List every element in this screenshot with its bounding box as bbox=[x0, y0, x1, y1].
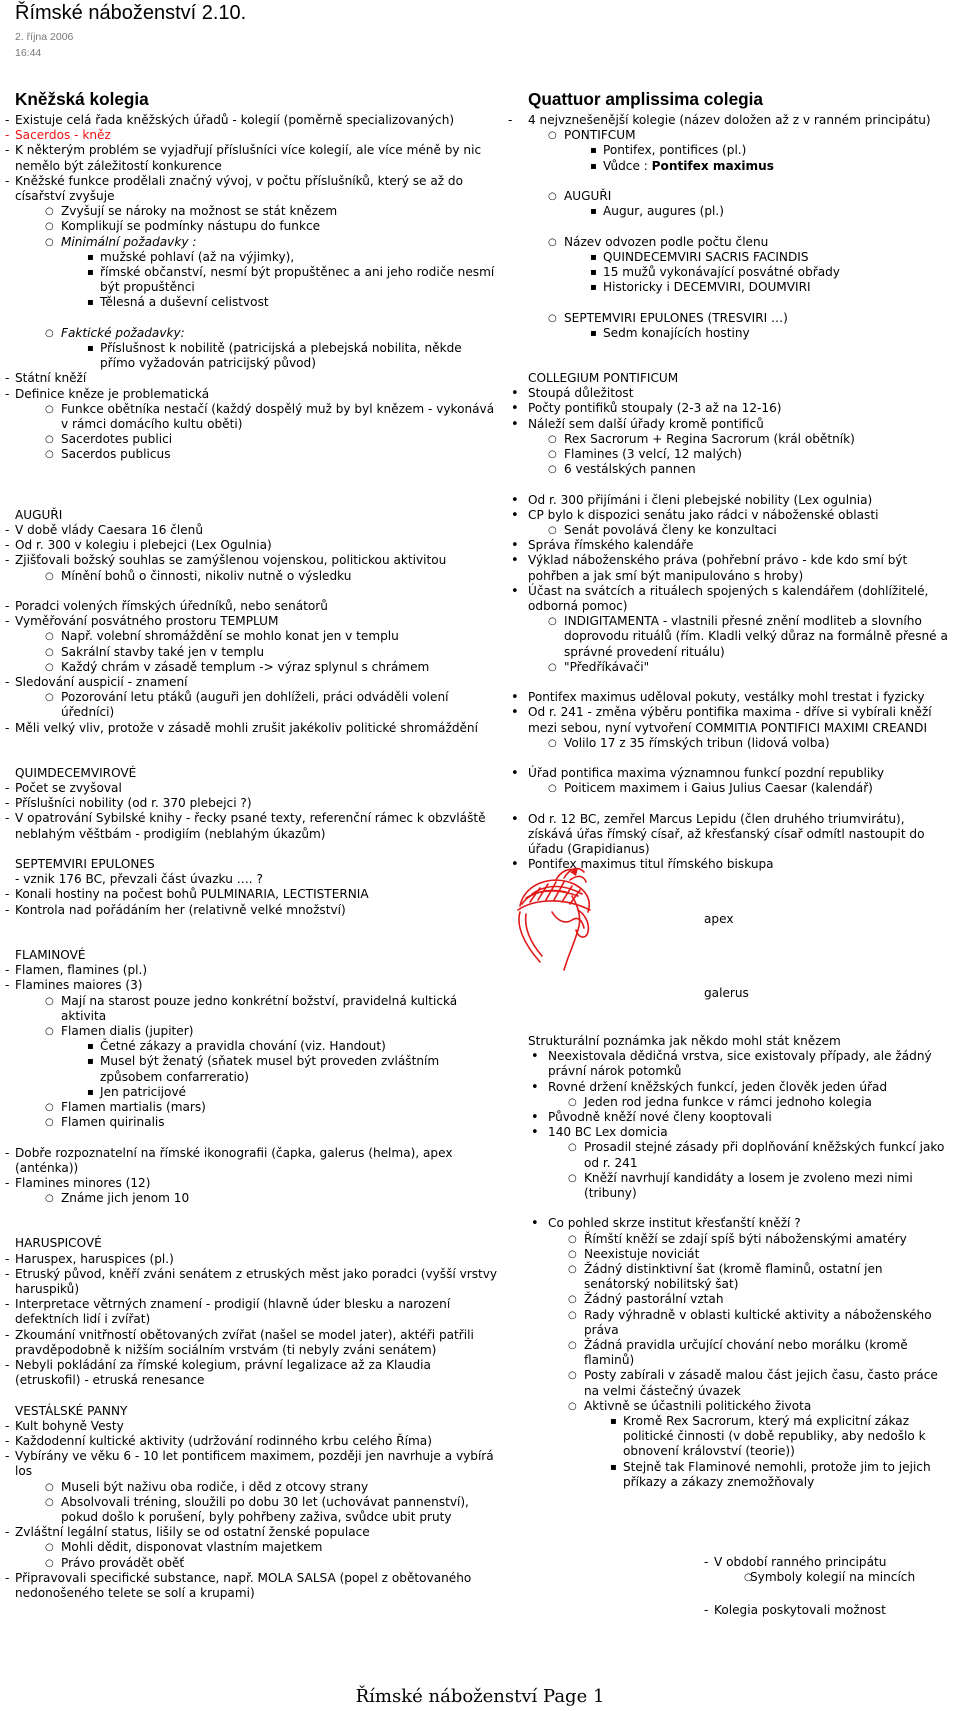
section-heading-collegium: COLLEGIUM PONTIFICUM bbox=[528, 371, 679, 385]
section-heading-auguri: AUGUŘI bbox=[15, 507, 63, 522]
list-item: - Sledování auspicií - znamení bbox=[5, 675, 500, 690]
list-item: ▪ Četné zákazy a pravidla chování (viz. Handout) bbox=[5, 1039, 500, 1054]
list-item: ○ Sakrální stavby také jen v templu bbox=[5, 645, 500, 660]
list-item: - V době vlády Caesara 16 členů bbox=[5, 523, 500, 538]
list-item: - Haruspex, haruspices (pl.) bbox=[5, 1252, 500, 1267]
page-title: Římské náboženství 2.10. bbox=[15, 2, 247, 24]
sublist bbox=[528, 1140, 948, 1201]
list-item: ○ Rex Sacrorum + Regina Sacrorum (král obětník) bbox=[508, 432, 948, 447]
sublist bbox=[528, 1232, 948, 1414]
list-item: ○ Absolvovali tréning, sloužili po dobu 30 let (uchovávat pannenství), pokud došlo k porušení, byly pohřbeny zaživa, svůdce ubit pruty bbox=[5, 1495, 500, 1525]
list bbox=[5, 675, 500, 690]
list-item: - V opatrování Sybilské knihy - řecky psané texty, referenční rámec k obzvláště neblahým věštbám - prodigiím (neblahým úkazům) bbox=[5, 811, 500, 841]
list-item: • Od r. 241 - změna výběru pontifika maxima - dříve si vybírali kněží mezi sebou, nyní vytvoření COMMITIA PONTIFICI MAXIMI CREANDI bbox=[508, 705, 948, 735]
list-item: - Existuje celá řada kněžských úřadů - kolegií (poměrně specializovaných) bbox=[5, 113, 500, 128]
list bbox=[508, 386, 948, 432]
list bbox=[5, 599, 500, 629]
subsublist bbox=[5, 341, 500, 371]
list-item: ○ Žádná pravidla určující chování nebo morálku (kromě flaminů) bbox=[528, 1338, 948, 1368]
list-item: ▪ QUINDECEMVIRI SACRIS FACINDIS bbox=[508, 250, 948, 265]
list-item-sacerdos: - Sacerdos - kněz bbox=[5, 128, 500, 143]
list-item: • Počty pontifiků stoupaly (2-3 až na 12-16) bbox=[508, 401, 948, 416]
subsublist bbox=[508, 250, 948, 296]
list bbox=[5, 1419, 500, 1480]
list-item: ▪ Pontifex, pontifices (pl.) bbox=[508, 143, 948, 158]
sublist bbox=[5, 326, 500, 341]
page-date bbox=[15, 29, 73, 61]
list-item: ○ Název odvozen podle počtu členu bbox=[508, 235, 948, 250]
list-item: ○ PONTIFCUM bbox=[508, 128, 948, 143]
list-item: ○ INDIGITAMENTA - vlastnili přesné znění modliteb a slovního doprovodu rituálů (řím. Kladli velký důraz na formálně přesné a správné provedení rituálu) bbox=[508, 614, 948, 660]
sublist bbox=[508, 235, 948, 250]
page-footer: Římské náboženství Page 1 bbox=[355, 1686, 605, 1707]
list-item: • CP bylo k dispozici senátu jako rádci v náboženské oblasti bbox=[508, 508, 948, 523]
sublist bbox=[508, 781, 948, 796]
list-item: ○ Mají na starost pouze jedno konkrétní božství, pravidelná kultická aktivita bbox=[5, 994, 500, 1024]
list-item: - Kult bohyně Vesty bbox=[5, 1419, 500, 1434]
list-item: ▪ římské občanství, nesmí být propuštěnec a ani jeho rodiče nesmí být propuštěnci bbox=[5, 265, 500, 295]
list-item: ○ "Předříkávači" bbox=[508, 660, 948, 675]
list-item: ○ Flamen quirinalis bbox=[5, 1115, 500, 1130]
list-item: - V období ranného principátu bbox=[704, 1555, 954, 1570]
time-text: 16:44 bbox=[15, 47, 42, 59]
list bbox=[508, 538, 948, 614]
list-item: ○ Poiticem maximem i Gaius Julius Caesar (kalendář) bbox=[508, 781, 948, 796]
list-item: ▪ Kromě Rex Sacrorum, který má explicitní zákaz politické činnosti (v době republiky, aby nedošlo k obnovení království (teorie)) bbox=[528, 1414, 948, 1460]
sublist bbox=[5, 1191, 500, 1206]
list-item: - 4 nejvznešenější kolegie (název doložen až z v ranném principátu) bbox=[508, 113, 948, 128]
list-item: ○ Římští kněží se zdají spíš býti náboženskými amatéry bbox=[528, 1232, 948, 1247]
list bbox=[508, 766, 948, 781]
list-item: ○ Komplikují se podmínky nástupu do funkce bbox=[5, 219, 500, 234]
list bbox=[508, 493, 948, 523]
list-item: ○ Flamen martialis (mars) bbox=[5, 1100, 500, 1115]
list-item: ○ Flamen dialis (jupiter) bbox=[5, 1024, 500, 1039]
sublist bbox=[5, 1540, 500, 1570]
list-item: • 140 BC Lex domicia bbox=[528, 1125, 948, 1140]
list-item: ▪ Příslušnost k nobilitě (patricijská a plebejská nobilita, někde přímo vyžadován patricijský původ) bbox=[5, 341, 500, 371]
list-item: ○ Známe jich jenom 10 bbox=[5, 1191, 500, 1206]
list-item: - Nebyli pokládání za římské kolegium, právní legalizace až za Klaudia (etruskofil) - etruská renesance bbox=[5, 1358, 500, 1388]
list-item: - Etruský původ, kněří zváni senátem z etruských měst jako poradci (vyšší vrstvy haruspiků) bbox=[5, 1267, 500, 1297]
list bbox=[5, 1146, 500, 1192]
list-item: • Od r. 12 BC, zemřel Marcus Lepidu (člen druhého triumvirátu), získává úřas římský císař, až křesťanský císař odmítl nastoupit do úřadu (Grapidianus) bbox=[508, 812, 948, 858]
list-item: ○ Senát povolává členy ke konzultaci bbox=[508, 523, 948, 538]
list-item bbox=[508, 159, 948, 174]
list-item: ▪ Jen patricijové bbox=[5, 1085, 500, 1100]
sublist bbox=[5, 1480, 500, 1526]
list-item: ○ Mohli dědit, disponovat vlastním majetkem bbox=[5, 1540, 500, 1555]
list-item: ○ Právo provádět oběť bbox=[5, 1556, 500, 1571]
list bbox=[508, 113, 948, 128]
list-item: ▪ Augur, augures (pl.) bbox=[508, 204, 948, 219]
list-item: - Zjišťovali božský souhlas se zamýšlenou vojenskou, politickou aktivitou bbox=[5, 553, 500, 568]
list bbox=[704, 1555, 954, 1570]
struct-heading: Strukturální poznámka jak někdo mohl stát knězem bbox=[528, 1034, 841, 1048]
section-heading-knezska-kolegia: Kněžská kolegia bbox=[15, 89, 149, 109]
list-item: ○ Sacerdotes publici bbox=[5, 432, 500, 447]
sublist bbox=[508, 614, 948, 675]
list-item: ○ Pozorování letu ptáků (auguři jen dohlíželi, práci odváděli volení úředníci) bbox=[5, 690, 500, 720]
apex-label: apex bbox=[704, 912, 734, 926]
list-item: ○ Volilo 17 z 35 římských tribun (lidová volba) bbox=[508, 736, 948, 751]
list-item: - Příslušníci nobility (od r. 370 plebejci ?) bbox=[5, 796, 500, 811]
list-item: ▪ Tělesná a duševní celistvost bbox=[5, 295, 500, 310]
list-item: ○ Neexistuje noviciát bbox=[528, 1247, 948, 1262]
list-item: ○ Kněží navrhují kandidáty a losem je zvoleno mezi nimi (tribuny) bbox=[528, 1171, 948, 1201]
subsublist bbox=[5, 250, 500, 311]
sublist bbox=[508, 128, 948, 143]
list-item: • Pontifex maximus uděloval pokuty, vestálky mohl trestat i fyzicky bbox=[508, 690, 948, 705]
list-item: - Státní kněží bbox=[5, 371, 500, 386]
list bbox=[5, 887, 500, 917]
vudce-label: Vůdce : bbox=[603, 158, 652, 173]
list-item: ○ Každý chrám v zásadě templum -> výraz splynul s chrámem bbox=[5, 660, 500, 675]
list-item: • Stoupá důležitost bbox=[508, 386, 948, 401]
list bbox=[5, 1252, 500, 1389]
list-item: - Počet se zvyšoval bbox=[5, 781, 500, 796]
list bbox=[508, 812, 948, 873]
list-item: ○ Rady výhradně v oblasti kultické aktivity a náboženského práva bbox=[528, 1308, 948, 1338]
list-item: ○ Zvyšují se nároky na možnost se stát knězem bbox=[5, 204, 500, 219]
section-heading-vestalske-panny: VESTÁLSKÉ PANNY bbox=[15, 1403, 128, 1418]
list-item: - Připravovali specifické substance, např. MOLA SALSA (popel z obětovaného nedonošeného telete se solí a krupami) bbox=[5, 1571, 500, 1601]
list-item: - Interpretace větrných znamení - prodigií (hlavně úder blesku a narození defektních lidí i zvířat) bbox=[5, 1297, 500, 1327]
list-item: - Flamines maiores (3) bbox=[5, 978, 500, 993]
sublist bbox=[508, 736, 948, 751]
left-column bbox=[5, 89, 500, 1601]
sublist bbox=[704, 1570, 954, 1585]
sublist bbox=[508, 432, 948, 478]
section-heading-quattuor: Quattuor amplissima colegia bbox=[528, 89, 763, 109]
pontifex-maximus-bold: Pontifex maximus bbox=[651, 158, 774, 173]
list-item: • Výklad náboženského práva (pohřební právo - kde kdo smí být pohřben a jak smí být manipulováno s hroby) bbox=[508, 553, 948, 583]
list-item: ○ Sacerdos publicus bbox=[5, 447, 500, 462]
sublist bbox=[508, 523, 948, 538]
subsublist bbox=[508, 326, 948, 341]
list-item: ○ Posty zabírali v zásadě malou část jejich času, často práce na velmi částečný úvazek bbox=[528, 1368, 948, 1398]
sublist bbox=[5, 204, 500, 250]
sublist bbox=[5, 690, 500, 720]
sublist bbox=[5, 569, 500, 584]
sublist bbox=[528, 1095, 948, 1110]
list-item: ○ Funkce obětníka nestačí (každý dospělý muž by byl knězem - vykonává v rámci domácího kultu oběti) bbox=[5, 402, 500, 432]
list bbox=[528, 1216, 948, 1231]
list-item: - Definice kněze je problematická bbox=[5, 387, 500, 402]
list-item: ○ Žádný pastorální vztah bbox=[528, 1292, 948, 1307]
flamen-hat-sketch bbox=[512, 866, 600, 972]
subsublist bbox=[5, 1039, 500, 1100]
list-item: ○ Symboly kolegií na mincích bbox=[704, 1570, 954, 1585]
list-item: ○ Minimální požadavky : bbox=[5, 235, 500, 250]
list-item: - Kněžské funkce prodělali značný vývoj, v počtu příslušníků, který se až do císařství zvyšuje bbox=[5, 174, 500, 204]
list bbox=[528, 1110, 948, 1140]
list-item: ▪ 15 mužů vykonávající posvátné obřady bbox=[508, 265, 948, 280]
list-item: ○ Museli být naživu oba rodiče, i děd z otcovy strany bbox=[5, 1480, 500, 1495]
galerus-label: galerus bbox=[704, 986, 749, 1000]
list-item: • Od r. 300 přijímáni i členi plebejské nobility (Lex ogulnia) bbox=[508, 493, 948, 508]
list-item: • Co pohled skrze institut křesťanští kněží ? bbox=[528, 1216, 948, 1231]
section-heading-haruspicove: HARUSPICOVÉ bbox=[15, 1236, 102, 1251]
list bbox=[528, 1049, 948, 1095]
list-item: ○ Jeden rod jedna funkce v rámci jednoho kolegia bbox=[528, 1095, 948, 1110]
list-item: - Zvláštní legální status, lišily se od ostatní ženské populace bbox=[5, 1525, 500, 1540]
list-item: • Úřad pontifica maxima významnou funkcí pozdní republiky bbox=[508, 766, 948, 781]
section-heading-quindecemviri: QUIMDECEMVIROVÉ bbox=[15, 765, 137, 780]
list-item: - Každodenní kultické aktivity (udržování rodinného krbu celého Říma) bbox=[5, 1434, 500, 1449]
list-item: • Správa římského kalendáře bbox=[508, 538, 948, 553]
list bbox=[5, 523, 500, 569]
subsublist bbox=[528, 1414, 948, 1490]
list bbox=[5, 963, 500, 993]
septemviri-line: - vznik 176 BC, převzali část úvazku …. ? bbox=[15, 872, 263, 887]
list-item: ○ 6 vestálských pannen bbox=[508, 462, 948, 477]
sublist bbox=[508, 189, 948, 204]
principat-block bbox=[704, 1555, 954, 1619]
list-item: ▪ Musel být ženatý (sňatek musel být proveden zvláštním způsobem confarreratio) bbox=[5, 1054, 500, 1084]
right-column bbox=[508, 89, 948, 873]
list bbox=[5, 1571, 500, 1601]
state-list bbox=[5, 371, 500, 401]
subsublist bbox=[508, 143, 948, 173]
list-item: - Flamen, flamines (pl.) bbox=[5, 963, 500, 978]
list-item: - Kolegia poskytovali možnost bbox=[704, 1603, 954, 1618]
list-item: - Zkoumání vnitřností obětovaných zvířat (našel se model jater), aktéři patřili pravděpodobně k nižším sociálním vrstvám (ti nebyly zváni senátem) bbox=[5, 1328, 500, 1358]
section-heading-flaminove: FLAMINOVÉ bbox=[15, 947, 86, 962]
list bbox=[5, 721, 500, 736]
subsublist bbox=[508, 204, 948, 219]
list-item: - Od r. 300 v kolegiu i plebejci (Lex Ogulnia) bbox=[5, 538, 500, 553]
list-item: ○ Prosadil stejné zásady při doplňování kněžských funkcí jako od r. 241 bbox=[528, 1140, 948, 1170]
list-item: ○ Žádný distinktivní šat (kromě flaminů, ostatní jen senátorský nobilitský šat) bbox=[528, 1262, 948, 1292]
list-item: ▪ mužské pohlaví (až na výjimky), bbox=[5, 250, 500, 265]
list-item: ○ Např. volební shromáždění se mohlo konat jen v templu bbox=[5, 629, 500, 644]
sublist bbox=[5, 994, 500, 1040]
sublist bbox=[508, 311, 948, 326]
list-item: ○ SEPTEMVIRI EPULONES (TRESVIRI …) bbox=[508, 311, 948, 326]
list-item: - Vybírány ve věku 6 - 10 let pontificem maximem, později jen navrhuje a vybírá los bbox=[5, 1449, 500, 1479]
list-item: • Účast na svátcích a rituálech spojených s kalendářem (dohlížitelé, odborná pomoc) bbox=[508, 584, 948, 614]
list bbox=[508, 690, 948, 736]
list-item: ○ Flamines (3 velcí, 12 malých) bbox=[508, 447, 948, 462]
list-item: • Pontifex maximus titul římského biskupa bbox=[508, 857, 948, 872]
list-item: - Dobře rozpoznatelní na římské ikonografii (čapka, galerus (helma), apex (anténka)) bbox=[5, 1146, 500, 1176]
sublist bbox=[5, 629, 500, 675]
sublist bbox=[5, 402, 500, 463]
list-item: • Původně kněží nové členy kooptovali bbox=[528, 1110, 948, 1125]
section-heading-septemviri: SEPTEMVIRI EPULONES bbox=[15, 857, 155, 872]
list-item: ○ AUGUŘI bbox=[508, 189, 948, 204]
list-item: ▪ Historicky i DECEMVIRI, DOUMVIRI bbox=[508, 280, 948, 295]
list-item: - Flamines minores (12) bbox=[5, 1176, 500, 1191]
list-item: • Rovné držení kněžských funkcí, jeden člověk jeden úřad bbox=[528, 1080, 948, 1095]
struct-block bbox=[528, 1034, 948, 1490]
list-item: • Náleží sem další úřady kromě pontificů bbox=[508, 417, 948, 432]
list-item: - K některým problém se vyjadřují příslušníci více kolegií, ale více méně by nic nemělo být záležitostí konkurence bbox=[5, 143, 500, 173]
sublist bbox=[5, 1100, 500, 1130]
list-item: - Měli velký vliv, protože v zásadě mohli zrušit jakékoliv politické shromáždění bbox=[5, 721, 500, 736]
list bbox=[5, 781, 500, 842]
list bbox=[704, 1603, 954, 1618]
list-item: - Konali hostiny na počest bohů PULMINARIA, LECTISTERNIA bbox=[5, 887, 500, 902]
list-item: ○ Aktivně se účastnili politického života bbox=[528, 1399, 948, 1414]
intro-list bbox=[5, 113, 500, 204]
list bbox=[5, 1525, 500, 1540]
list-item: - Vyměřování posvátného prostoru TEMPLUM bbox=[5, 614, 500, 629]
list-item: - Kontrola nad pořádáním her (relativně velké množství) bbox=[5, 903, 500, 918]
list-item: ▪ Stejně tak Flaminové nemohli, protože jim to jejich příkazy a zákazy znemožňovaly bbox=[528, 1460, 948, 1490]
list-item: • Neexistovala dědičná vrstva, sice existovaly případy, ale žádný právní nárok potomků bbox=[528, 1049, 948, 1079]
list-item: - Poradci volených římských úředníků, nebo senátorů bbox=[5, 599, 500, 614]
date-text: 2. října 2006 bbox=[15, 31, 74, 43]
list-item: ○ Mínění bohů o činnosti, nikoliv nutně o výsledku bbox=[5, 569, 500, 584]
list-item: ▪ Sedm konajících hostiny bbox=[508, 326, 948, 341]
list-item: ○ Faktické požadavky: bbox=[5, 326, 500, 341]
